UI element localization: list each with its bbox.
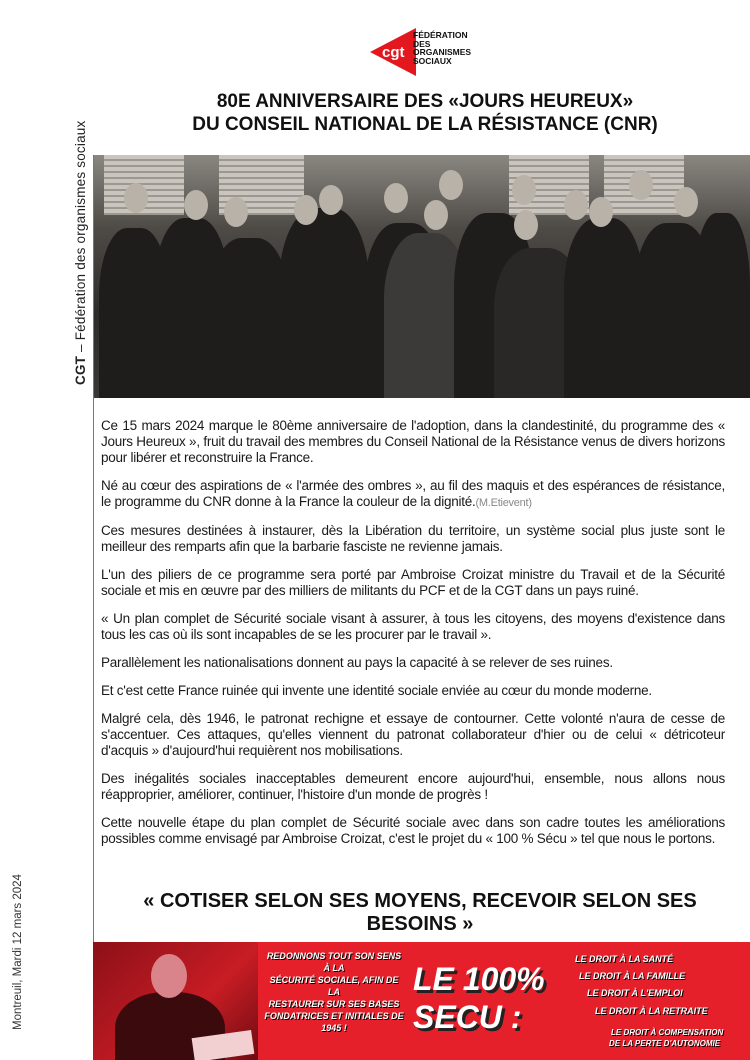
paragraph: Malgré cela, dès 1946, le patronat rechigne et essaye de contourner. Cette volonté n'aura de cesse de s'accentuer. Ces attaques, qu'elles viennent du patronat collaborateur d'hier ou de celui « détricoteur d'acquis » d'aujourd'hui requièrent nos mobilisations. [101, 711, 725, 758]
logo-text [413, 31, 493, 65]
title-line-1: 80E ANNIVERSAIRE DES «JOURS HEUREUX» [216, 91, 634, 112]
paragraph-text: Né au cœur des aspirations de « l'armée des ombres », au fil des maquis et des espérances de résistance, le programme du CNR donne à la France la couleur de la dignité. [101, 478, 725, 509]
right-item: DE LA PERTE D'AUTONOMIE [609, 1039, 721, 1048]
citation: (M.Etievent) [475, 497, 532, 509]
right-item: LE DROIT À LA FAMILLE [579, 971, 686, 981]
banner-line: FONDATRICES ET INITIALES DE 1945 ! [264, 1011, 404, 1033]
headline-line-1: LE 100% [413, 961, 545, 997]
article-body [101, 418, 725, 859]
banner-line: RESTAURER SUR SES BASES [268, 999, 400, 1009]
paragraph: Ces mesures destinées à instaurer, dès la Libération du territoire, un système social plus juste sont le meilleur des remparts afin que la barbarie fasciste ne revienne jamais. [101, 523, 725, 554]
paragraph: « Un plan complet de Sécurité sociale visant à assurer, à tous les citoyens, des moyens d'existence dans tous les cas où ils sont incapables de se les procurer par le travail ». [101, 611, 725, 642]
page-title [100, 90, 750, 136]
paragraph: Et c'est cette France ruinée qui invente une identité sociale enviée au cœur du monde moderne. [101, 683, 652, 698]
slogan: « COTISER SELON SES MOYENS, RECEVOIR SELON SES BESOINS » [143, 890, 697, 935]
paragraph: Ce 15 mars 2024 marque le 80ème anniversaire de l'adoption, dans la clandestinité, du programme des « Jours Heureux », fruit du travail des membres du Conseil National de la Résistance venus de divers horizons pour libérer et reconstruire la France. [101, 418, 725, 465]
paragraph: Parallèlement les nationalisations donnent au pays la capacité à se relever de ses ruines. [101, 655, 613, 670]
banner-line: REDONNONS TOUT SON SENS À LA [266, 951, 402, 973]
paragraph: L'un des piliers de ce programme sera porté par Ambroise Croizat ministre du Travail et de la Sécurité sociale et mis en œuvre par des milliers de militants du PCF et de la CGT dans un pays ruiné. [101, 567, 725, 598]
headline-line-2: SECU : [413, 999, 522, 1035]
org-bold: CGT [73, 355, 88, 385]
logo-mark: cgt [382, 44, 405, 61]
logo-line: ORGANISMES [413, 47, 472, 57]
banner-headline [413, 960, 545, 1036]
right-item: LE DROIT À LA RETRAITE [595, 1006, 708, 1016]
sidebar-org [73, 121, 88, 385]
paragraph: Des inégalités sociales inacceptables demeurent encore aujourd'hui, ensemble, nous allons nous réapproprier, améliorer, continuer, l'histoire d'un monde de progrès ! [101, 771, 725, 802]
org-name: – Fédération des organismes sociaux [73, 120, 88, 356]
croizat-portrait [93, 942, 258, 1060]
banner-message [263, 950, 405, 1034]
right-item: LE DROIT À LA SANTÉ [575, 954, 674, 964]
logo-line: FÉDÉRATION [413, 30, 468, 40]
right-item: LE DROIT À COMPENSATION [611, 1028, 724, 1037]
logo-line: SOCIAUX [413, 55, 452, 66]
logo-line: DES [413, 38, 431, 49]
title-line-2: DU CONSEIL NATIONAL DE LA RÉSISTANCE (CNR) [192, 114, 658, 135]
right-item: LE DROIT À L'EMPLOI [587, 988, 683, 998]
paragraph [101, 478, 725, 511]
cnr-group-photo [94, 155, 750, 398]
paragraph: Cette nouvelle étape du plan complet de Sécurité sociale avec dans son cadre toutes les améliorations possibles comme envisagé par Ambroise Croizat, c'est le projet du « 100 % Sécu » tel que nous le portons. [101, 815, 725, 846]
secu-banner [93, 942, 750, 1060]
place-date: Montreuil, Mardi 12 mars 2024 [12, 874, 24, 1030]
banner-line: SÉCURITÉ SOCIALE, AFIN DE LA [269, 975, 399, 997]
